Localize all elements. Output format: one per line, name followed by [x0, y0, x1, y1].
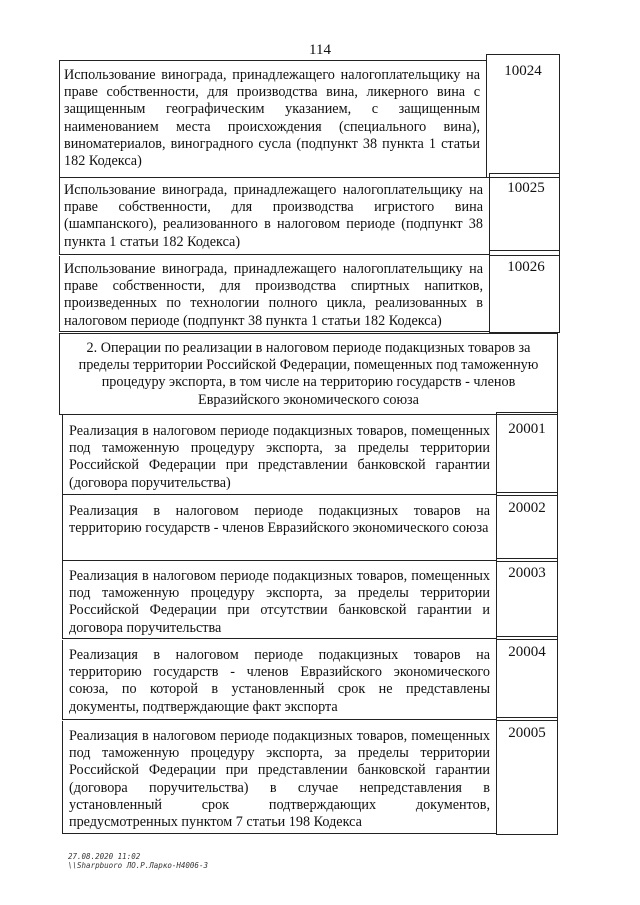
footer-date: 27.08.2020 11:02 — [68, 852, 141, 861]
row-code: 20003 — [508, 565, 546, 581]
row-description: Реализация в налоговом периоде подакцизных товаров на территорию государств - членов Евразийского экономического союза, по которой в установленный срок не представлены документы, подтверждающие факт экспорта — [62, 640, 496, 720]
row-code: 10024 — [504, 63, 542, 79]
row-description: Использование винограда, принадлежащего налогоплательщику на праве собственности, для производства вина, ликерного вина с защищенным географическим указанием, с защищенным наименованием места происхождения (специального вина), виноматериалов, виноградного сусла (подпункт 38 пункта 1 статьи 182 Кодекса) — [59, 60, 486, 178]
section-heading: 2. Операции по реализации в налоговом периоде подакцизных товаров за пределы территории Российской Федерации, помещенных под таможенную процедуру экспорта, в том числе на территорию государств - членов Евразийского экономического союза — [59, 333, 558, 415]
footer-file: \\Sharpbuoro ЛО.Р.Ларко-Н4006-3 — [68, 861, 208, 870]
row-code: 20005 — [508, 725, 546, 741]
row-code: 20001 — [508, 421, 546, 437]
row-description: Реализация в налоговом периоде подакцизных товаров, помещенных под таможенную процедуру экспорта, за пределы территории Российской Федерации при представлении банковской гарантии (договора поручительства) в случае непредставления в установленный срок подтверждающих документов, предусмотренных пунктом 7 статьи 198 Кодекса — [62, 721, 496, 834]
row-code: 20004 — [508, 644, 546, 660]
row-description: Реализация в налоговом периоде подакцизных товаров на территорию государств - членов Евразийского экономического союза — [62, 495, 496, 561]
row-description: Использование винограда, принадлежащего налогоплательщику на праве собственности, для производства спиртных напитков, произведенных по технологии полного цикла, реализованных в налоговом периоде (подпункт 38 пункта 1 статьи 182 Кодекса) — [59, 256, 489, 332]
row-code: 10025 — [507, 180, 545, 196]
row-code: 20002 — [508, 500, 546, 516]
footer — [68, 852, 208, 870]
row-description: Реализация в налоговом периоде подакцизных товаров, помещенных под таможенную процедуру экспорта, за пределы территории Российской Федерации при представлении банковской гарантии (договора поручительства) — [62, 415, 496, 495]
row-code: 10026 — [507, 259, 545, 275]
page-number: 114 — [309, 42, 331, 58]
row-description: Реализация в налоговом периоде подакцизных товаров, помещенных под таможенную процедуру экспорта, за пределы территории Российской Федерации при отсутствии банковской гарантии и договора поручительства — [62, 561, 496, 639]
row-description: Использование винограда, принадлежащего налогоплательщику на праве собственности, для производства игристого вина (шампанского), реализованного в налоговом периоде (подпункт 38 пункта 1 статьи 182 Кодекса) — [59, 178, 489, 255]
